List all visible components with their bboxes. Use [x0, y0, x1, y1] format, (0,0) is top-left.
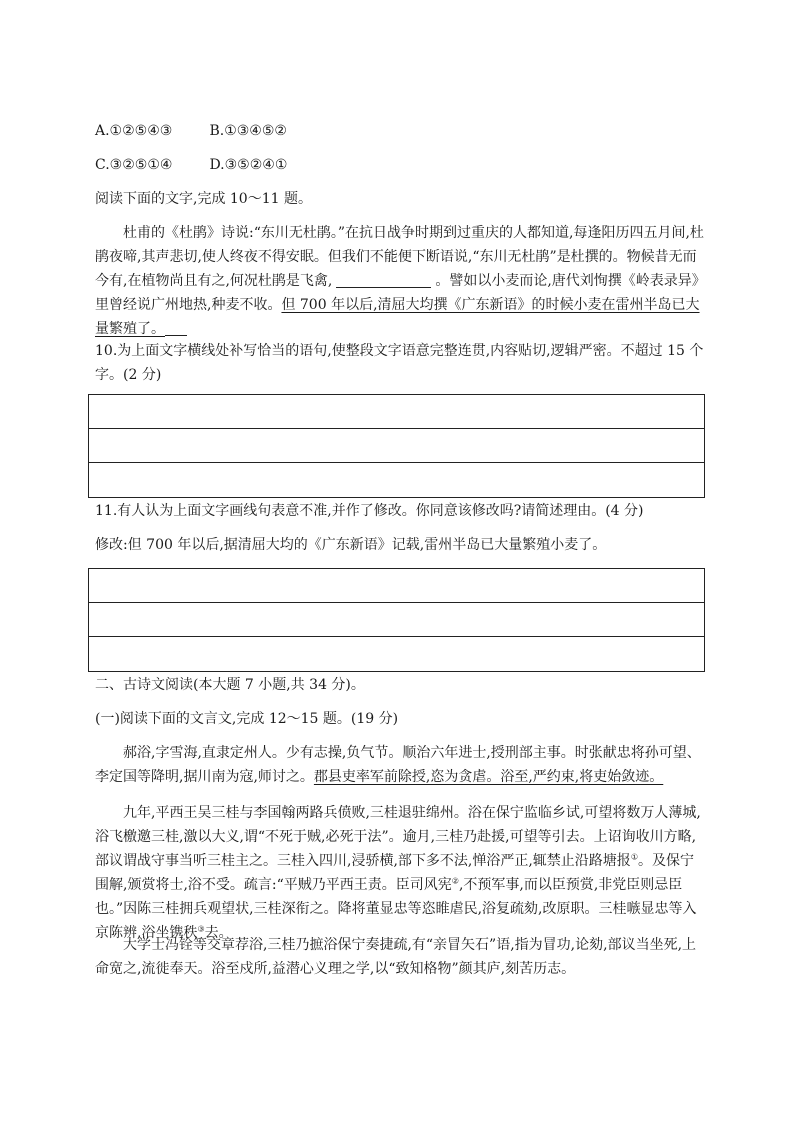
footnote-3: ③ [197, 924, 205, 934]
underlined-sentence: 但 700 年以后,清屈大均撰《广东新语》的时候小麦在雷州半岛已大量繁殖了。 [95, 297, 700, 337]
fill-blank [336, 273, 431, 288]
section-heading: 二、古诗文阅读(本大题 7 小题,共 34 分)。 [95, 677, 365, 693]
reading-instruction: 阅读下面的文字,完成 10～11 题。 [95, 191, 312, 207]
classical-paragraph-1 [95, 741, 705, 789]
classical-p2-text-a: 九年,平西王吴三桂与李国翰两路兵偾败,三桂退驻绵州。浴在保宁监临乡试,可望将数万人薄城,浴飞檄邀三桂,激以大义,谓“不死于贼,必死于法”。逾月,三桂乃赴援,可望等引去。上诏询收川方略,部议谓战守事当听三桂主之。三桂入四川,浸骄横,部下多不法,惮浴严正,辄禁止沿路塘报 [95, 805, 701, 869]
classical-p2-text-c: ,不预军事,而以臣预赏,非党臣则忌臣也。”因陈三桂拥兵观望状,三桂深衔之。降将董显忠等恣睢虐民,浴复疏劾,改原职。三桂嗾显忠等入京陈辨,浴坐镌秩 [95, 877, 697, 941]
answer-line[interactable] [89, 463, 704, 497]
option-b: B.①③④⑤② [209, 123, 287, 139]
passage-part1: 杜甫的《杜鹃》诗说:“东川无杜鹃。”在抗日战争时期到过重庆的人都知道,每逢阳历四五月间,杜鹃夜啼,其声悲切,使人终夜不得安眠。但我们不能便下断语说,“东川无杜鹃”是杜撰的。物候昔无而今有,在植物尚且有之,何况杜鹃是飞禽, [95, 225, 704, 289]
classical-paragraph-3: 大学士冯铨等交章荐浴,三桂乃摭浴保宁奏捷疏,有“亲冒矢石”语,指为冒功,论劾,部议当坐死,上命宽之,流徙奉天。浴至戍所,益潜心义理之学,以“致知格物”颜其庐,刻苦历志。 [95, 937, 697, 977]
footnote-2: ② [451, 876, 459, 886]
classical-p2-text-b: 。及保宁围解,颁赏将士,浴不受。疏言:“平贼乃平西王责。臣司风宪 [95, 853, 694, 893]
option-c: C.③②⑤①④ [95, 157, 173, 173]
options-row-ab [95, 121, 319, 141]
question-10: 10.为上面文字横线处补写恰当的语句,使整段文字语意完整连贯,内容贴切,逻辑严密。不超过 15 个字。(2 分) [95, 343, 704, 383]
answer-line[interactable] [89, 429, 704, 463]
answer-box-10[interactable] [88, 394, 705, 498]
answer-line[interactable] [89, 395, 704, 429]
classical-paragraph-2 [95, 801, 705, 945]
options-row-cd [95, 155, 319, 175]
footnote-1: ① [630, 852, 638, 862]
passage-part2: 。譬如以小麦而论,唐代刘恂撰《岭表录异》里曾经说广州地热,种麦不收。 [95, 273, 699, 313]
answer-line[interactable] [89, 569, 704, 603]
option-d: D.③⑤②④① [209, 157, 288, 173]
answer-box-11[interactable] [88, 568, 705, 672]
question-11: 11.有人认为上面文字画线句表意不准,并作了修改。你同意该修改吗?请简述理由。(4 分) [95, 503, 644, 519]
reading-passage [95, 221, 705, 341]
subsection-heading: (一)阅读下面的文言文,完成 12～15 题。(19 分) [95, 711, 399, 727]
classical-p2-text-d: 去。 [204, 925, 233, 941]
classical-underlined: 郡县吏率军前除授,恣为贪虐。浴至,严约束,将吏始敛迹。 [313, 769, 664, 785]
answer-line[interactable] [89, 603, 704, 637]
underline-tail [165, 321, 187, 336]
answer-line[interactable] [89, 637, 704, 671]
revision-text: 修改:但 700 年以后,据清屈大均的《广东新语》记载,雷州半岛已大量繁殖小麦了。 [95, 537, 607, 553]
classical-p1-text: 郝浴,字雪海,直隶定州人。少有志操,负气节。顺治六年进士,授刑部主事。时张献忠将孙可望、李定国等降明,据川南为寇,师讨之。 [95, 745, 701, 785]
option-a: A.①②⑤④③ [95, 123, 173, 139]
